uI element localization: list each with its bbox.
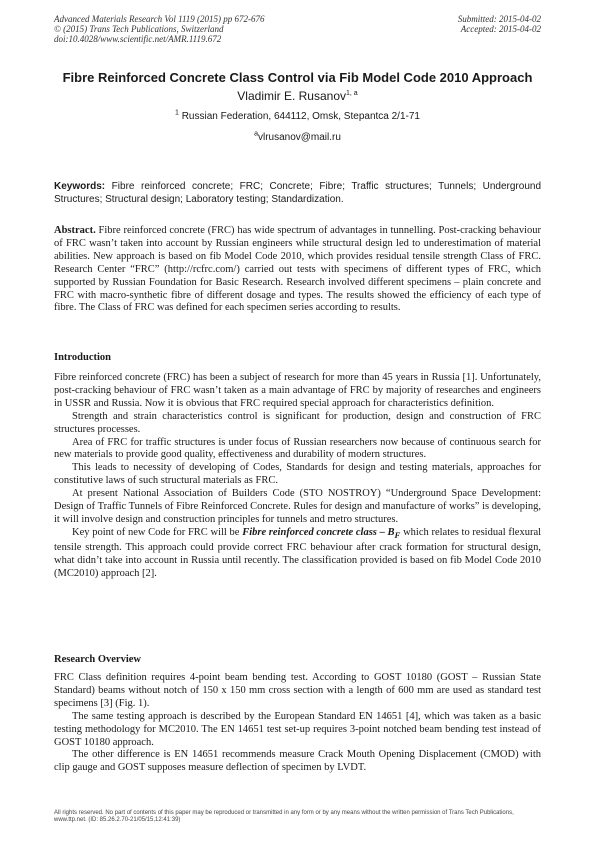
intro-paragraph-3: Area of FRC for traffic structures is under focus of Russian researchers now because of continuous search for new materials to provide good quality, effectiveness and durability of modern structures.	[54, 436, 541, 461]
author-line	[54, 89, 541, 103]
copyright-line: © (2015) Trans Tech Publications, Switzerland	[54, 24, 224, 34]
class-subscript: F	[394, 529, 401, 540]
copyright-footer: All rights reserved. No part of contents of this paper may be reproduced or transmitted in any form or by any means without the written permission of Trans Tech Publications, www.ttp.net. (ID: 85.26.2.70-21/05/15,12:41:39)	[54, 810, 514, 823]
intro-paragraph-4: This leads to necessity of developing of Codes, Standards for design and testing materials, approaches for constitutive laws of such structural materials as FRC.	[54, 462, 541, 487]
intro-paragraph-5: At present National Association of Builders Code (STO NOSTROY) “Underground Space Development: Design of Traffic Tunnels of Fibre Reinforced Concrete. Rules for design and manufacture of works” is developing, it will involve design and construction principles for tunnels and metro structures.	[54, 488, 541, 525]
keywords-block	[54, 181, 541, 206]
overview-paragraph-3: The other difference is EN 14651 recommends measure Crack Mouth Opening Displacement (CMOD) with clip gauge and GOST supposes measure deflection of specimen by LVDT.	[54, 749, 541, 774]
intro-p6-pre: Key point of new Code for FRC will be	[72, 526, 240, 538]
affiliation-line	[54, 111, 541, 122]
affiliation-text: Russian Federation, 644112, Omsk, Stepantca 2/1-71	[181, 111, 420, 122]
author-email[interactable]: vlrusanov@mail.ru	[257, 132, 341, 143]
overview-heading-block	[54, 654, 541, 667]
introduction-heading-block	[54, 352, 541, 365]
keywords-text: Fibre reinforced concrete; FRC; Concrete; Fibre; Traffic structures; Tunnels; Underground Structures; Structural design; Laboratory testing; Standardization.	[54, 181, 542, 205]
intro-paragraph-1: Fibre reinforced concrete (FRC) has been a subject of research for more than 45 years in Russia [1]. Unfortunately, post-cracking behaviour of FRC wasn’t taken as a main advantage of FRC by majority of researches and engineers in USSR and Russia. Now it is obvious that FRC required special approach for characteristics definition.	[54, 372, 541, 409]
author-name: Vladimir E. Rusanov	[237, 89, 347, 103]
abstract-label: Abstract.	[54, 225, 96, 236]
introduction-section	[54, 372, 541, 581]
running-header-left	[54, 14, 265, 44]
submitted-date: Submitted: 2015-04-02	[457, 14, 541, 24]
paper-title: Fibre Reinforced Concrete Class Control via Fib Model Code 2010 Approach	[62, 70, 533, 85]
overview-paragraph-2: The same testing approach is described by the European Standard EN 14651 [4], which was taken as a basic testing methodology for MC2010. The EN 14651 test set-up requires 3-point notched beam bending test instead of GOST 10180 approach.	[54, 710, 541, 748]
email-line	[54, 132, 541, 143]
research-overview-heading: Research Overview	[54, 654, 141, 665]
email-superscript: a	[254, 130, 258, 138]
research-overview-section	[54, 672, 541, 775]
intro-paragraph-2: Strength and strain characteristics control is significant for production, design and construction of FRC structures processes.	[54, 410, 541, 435]
intro-paragraph-6	[54, 527, 541, 581]
accepted-date: Accepted: 2015-04-02	[460, 24, 541, 34]
affiliation-superscript: 1	[175, 109, 179, 117]
running-header-right	[458, 14, 541, 34]
keywords-label: Keywords:	[54, 181, 106, 192]
abstract-block	[54, 225, 541, 315]
fibre-class-term: Fibre reinforced concrete class – $B_F$	[242, 526, 401, 540]
author-superscript: 1, a	[346, 90, 358, 97]
abstract-text: Fibre reinforced concrete (FRC) has wide spectrum of advantages in tunnelling. Post-cracking behaviour of FRC wasn’t taken into account by Russian engineers while structural design led to underestimation of material abilities. New approach is based on fib Model Code 2010, which provides residual tensile strength Class of FRC. Research Center “FRC” (http://rcfrc.com/) carried out tests with specimens of different types of FRC, which supported by Russian Foundation for Basic Research. Research involved different specimens – plain concrete and FRC with macro-synthetic fibre of different dosage and types. The results showed the efficiency of each type of fibre. The Class of FRC was defined for each specimen series according to results.	[54, 225, 542, 314]
doi-line[interactable]: doi:10.4028/www.scientific.net/AMR.1119.672	[54, 34, 222, 44]
intro-p6-post: which relates to residual flexural tensile strength. This approach could provide correct FRC behaviour after crack formation for structural design, what didn’t take into account in Russia until recently. The classification provided is based on fib Model Code 2010 (MC2010) approach [2].	[54, 526, 542, 579]
introduction-heading: Introduction	[54, 352, 111, 363]
overview-paragraph-1: FRC Class definition requires 4-point beam bending test. According to GOST 10180 (GOST – Russian State Standard) beams without notch of 150 x 150 mm cross section with a length of 600 mm are used as standard test specimens [3] (Fig. 1).	[54, 672, 541, 709]
title-block	[54, 70, 541, 143]
journal-citation: Advanced Materials Research Vol 1119 (2015) pp 672-676	[54, 14, 265, 24]
